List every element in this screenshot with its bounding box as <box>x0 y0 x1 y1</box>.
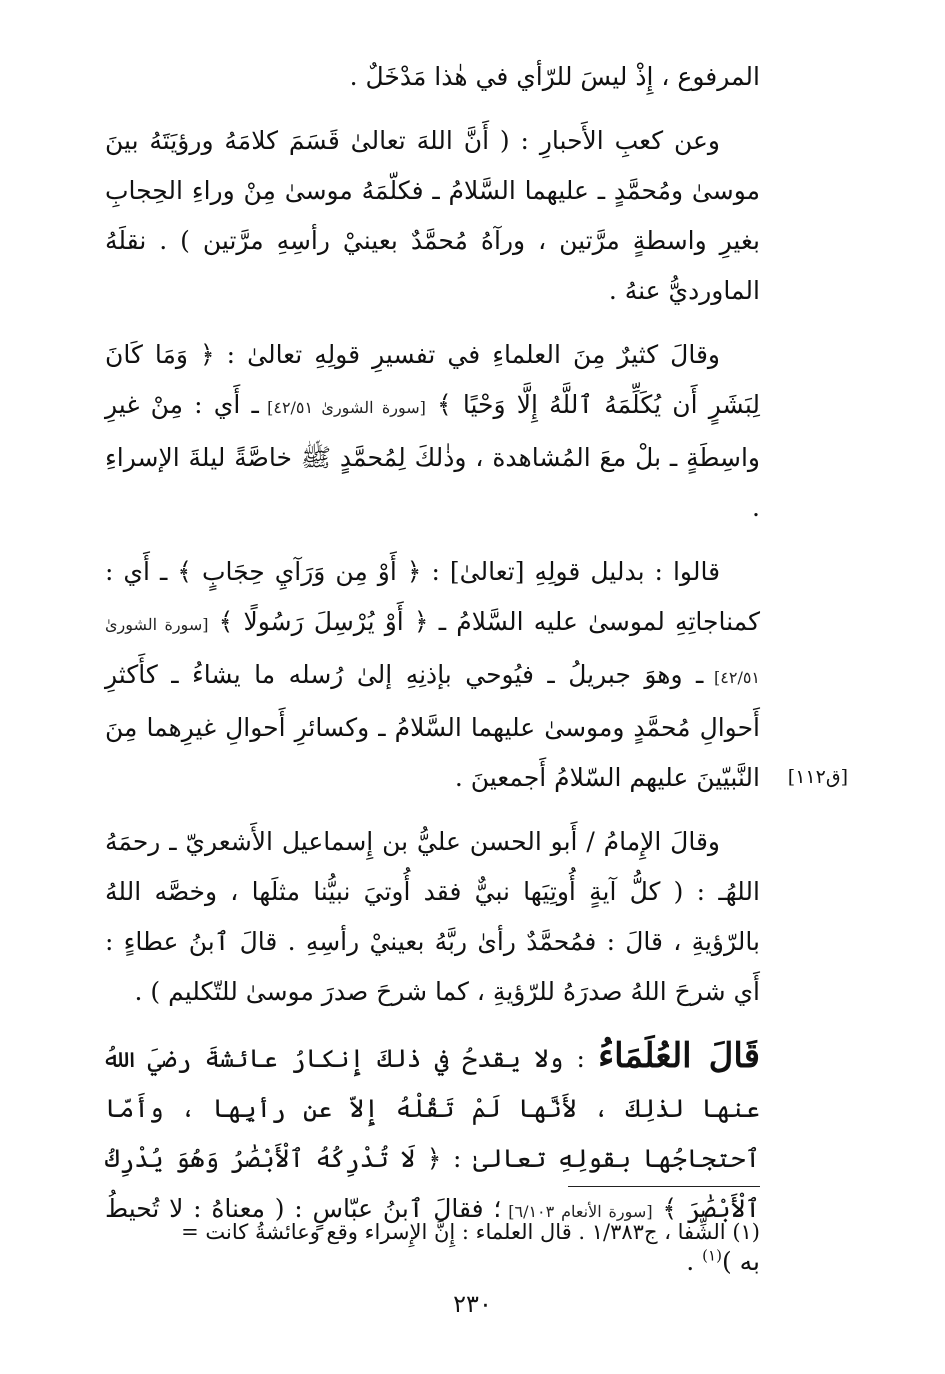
paragraph-1 <box>105 52 760 102</box>
verse-reference: [سورة الشورىٰ ٤٢/٥١] <box>105 615 761 687</box>
verse-reference: [سورة الأنعام ٦/١٠٣] <box>501 1202 653 1221</box>
paragraph-4-intro: قالوا : بدليل قولِهِ [تعالىٰ] : <box>421 557 721 586</box>
quran-verse: ﴿ لَا تُدْرِكُهُ ٱلْأَبْصَٰرُ وَهُوَ يُدْرِكُ ٱلْأَبْصَٰرَ ﴾ <box>105 1144 760 1223</box>
section-heading: قَالَ العُلَمَاءُ <box>598 1036 760 1076</box>
paragraph-5-text: وقالَ الإِمامُ / أَبو الحسن عليُّ بن إِسماعيل الأَشعريّ ـ رحمَهُ اللهُـ : ( كلُّ آيةٍ أُوتِيَها نبيٌّ فقد أُوتيَ نبيُّنا مثلَها ، وخصَّه اللهُ بالرّؤيةِ ، قالَ : فمُحمَّدٌ رأىٰ ربَّهُ بعينيْ رأسِهِ . قالَ ٱبنُ عطاءٍ : أَي شرحَ اللهُ صدرَهُ للرّؤيةِ ، كما شرحَ صدرَ موسىٰ للتّكليم ) . <box>105 827 760 1006</box>
paragraph-6-rest: ؛ فقالَ ٱبنُ عبّاسٍ : ( معناهُ : لا تُحيطُ به ) <box>105 1194 760 1276</box>
paragraph-3-intro: وقالَ كثيرٌ مِنَ العلماءِ في تفسيرِ قولِهِ تعالىٰ : <box>214 340 720 369</box>
verse-reference: [سورة الشورىٰ ٤٢/٥١] <box>258 398 426 417</box>
paragraph-2 <box>105 116 760 316</box>
paragraph-4-middle: ـ أَي : كمناجاتِهِ لموسىٰ عليه السَّلامُ ـ <box>105 557 761 636</box>
paragraph-3-rest: ـ أَي : مِنْ غيرِ واسِطَةٍ ـ بلْ معَ المُشاهدة ، وذٰلكَ لِمُحمَّدٍ ﷺ خاصَّةً ليلةَ الإسراءِ . <box>105 390 760 522</box>
main-text <box>105 52 760 1301</box>
paragraph-6-intro: : ولا يقدحُ في ذٰلكَ إِنكارُ عائشةَ رضيَ اللهُ عنها لذٰلِكَ ، لأَنَّها لَمْ تَقُلْهُ إِلاّ عن رأيِها ، وأَمّا ٱحتجاجُها بقولِهِ تعالىٰ : <box>105 1044 760 1173</box>
quran-verse: ﴿ أَوْ يُرْسِلَ رَسُولًا ﴾ <box>218 607 429 636</box>
paragraph-4-rest: ـ وهوَ جبريلُ ـ فيُوحي بإذنِهِ إلىٰ رُسله ما يشاءُ ـ كأَكثرِ أَحوالِ مُحمَّدٍ وموسىٰ عليهما السَّلامُ ـ وكسائرِ أَحوالِ غيرِهما مِنَ النَّبيّينَ عليهم السّلامُ أَجمعينَ . <box>105 660 760 792</box>
footnote: (١) الشِّفا ، ج١/٣٨٣ . قال العلماء : إِنَّ الإِسراء وقع وعائشةُ كانت = <box>181 1220 760 1244</box>
paragraph-3 <box>105 330 760 533</box>
paragraph-2-text: وعن كعبِ الأَحبارِ : ( أَنَّ اللهَ تعالىٰ قَسَمَ كلامَهُ ورؤيَتَهُ بينَ موسىٰ ومُحمَّدٍ ـ عليهما السَّلامُ ـ فكلّمَهُ موسىٰ مِنْ وراءِ الحِجابِ بغيرِ واسطةٍ مرَّتين ، ورآهُ مُحمَّدٌ بعينيْ رأسِهِ مرَّتين ) . نقلَهُ الماورديُّ عنهُ . <box>105 126 760 305</box>
footnote-marker[interactable]: (١) <box>702 1246 722 1265</box>
manuscript-folio-note: [ق١١٢] <box>787 766 848 788</box>
page-number: ٢٣٠ <box>453 1290 492 1318</box>
paragraph-6-end: . <box>686 1247 703 1276</box>
footnote-separator <box>568 1186 760 1187</box>
quran-verse: ﴿ أَوْ مِن وَرَآيِ حِجَابٍ ﴾ <box>177 557 422 586</box>
quran-verse: ﴿ وَمَا كَانَ لِبَشَرٍ أَن يُكَلِّمَهُ ٱللَّهُ إِلَّا وَحْيًا ﴾ <box>105 340 760 419</box>
paragraph-5 <box>105 817 760 1017</box>
paragraph-1-text: المرفوع ، إِذْ ليسَ للرّأي في هٰذا مَدْخَلٌ . <box>349 62 760 91</box>
paragraph-4 <box>105 547 760 803</box>
